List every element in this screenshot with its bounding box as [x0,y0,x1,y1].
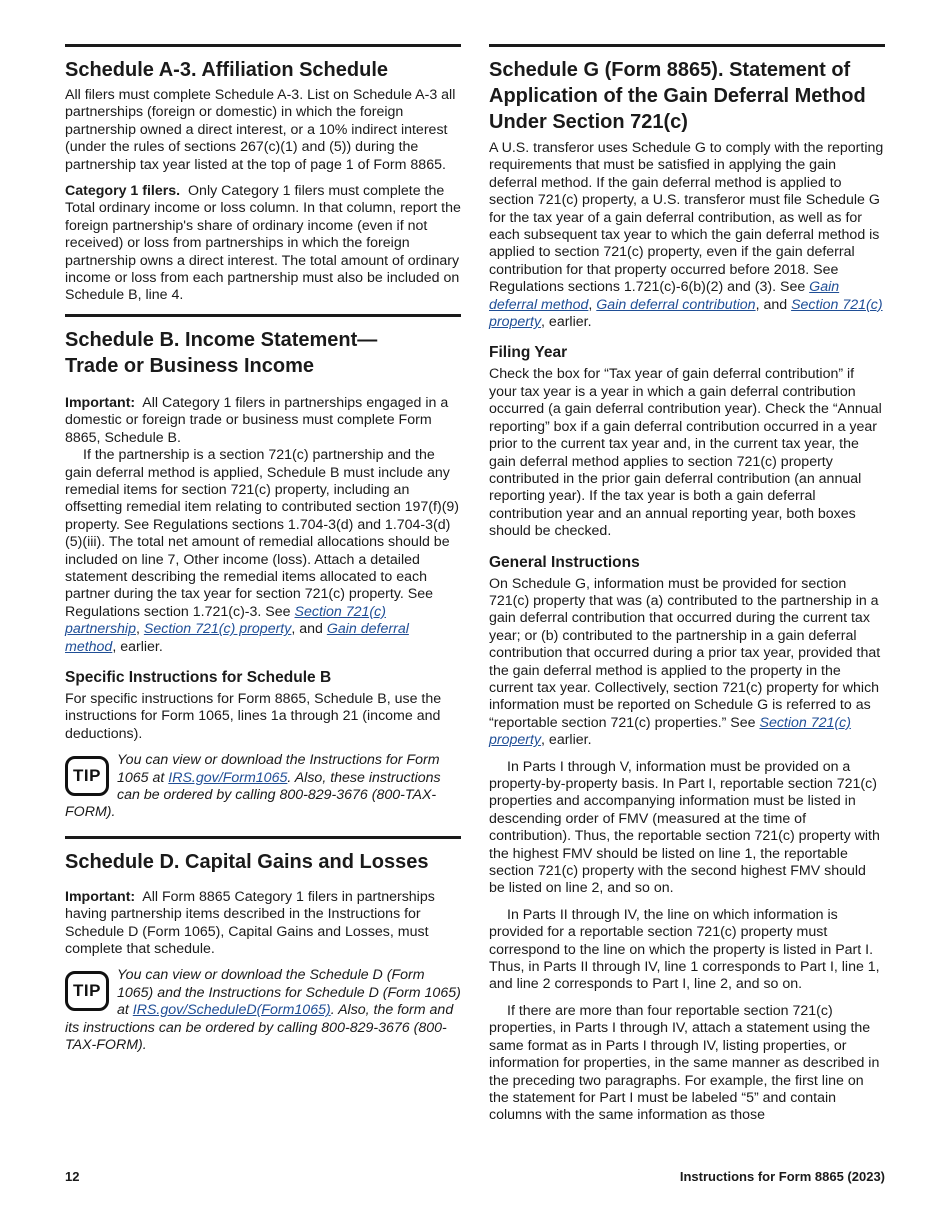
important-lead: Important: [65,888,136,905]
link-separator: , [588,296,597,313]
left-column [65,44,461,1066]
schedule-d-heading: Schedule D. Capital Gains and Losses [65,850,429,873]
filing-year-heading: Filing Year [489,344,568,362]
schedule-d-important-paragraph [65,889,461,959]
schedule-a3-heading: Schedule A-3. Affiliation Schedule [65,59,389,81]
schedule-b-important-paragraph [65,395,461,447]
schedule-b-721c-text: If the partnership is a section 721(c) partnership and the gain deferral method is applied, Schedule B must include any remedial items for section 721(c) property, including an offsetting remedial item relating to contributed section 197(f)(9) property. See Regulations sections 1.704-3(d) and 1.704-3(d)(5)(iii). The total net amount of remedial allocations should be included on line 7, Other income (loss). Attach a detailed statement describing the remedial items allocated to each partner during the tax year for section 721(c) property. See Regulations section 1.721(c)-3. See [65,447,460,620]
paragraph-end: , earlier. [112,638,163,655]
section-721c-property-link[interactable]: Section 721(c) property [143,621,292,638]
schedule-b-721c-paragraph [65,447,461,656]
tip-icon: TIP [65,971,109,1011]
tip-box [65,967,461,1054]
section-rule [65,314,461,317]
link-separator: , and [291,621,327,638]
schedule-g-intro-text: A U.S. transferor uses Schedule G to comply with the reporting requirements that must be satisfied in applying the gain deferral method. If the gain deferral method is applied to section 721(c) property, a U.S. transferor must file Schedule G for the tax year of a gain deferral contribution, as well as for each subsequent tax year to which the gain deferral method is applied to section 721(c) property, even if the gain deferral contribution for that property occurred before 2018. See Regulations sections 1.721(c)-6(b)(2) and (3). See [489,140,884,296]
tip-text-part: . Also, these instructions can be ordered by calling 800-829-3676 (800-TAX-FORM). [65,769,441,821]
gain-deferral-method-link[interactable]: Gain deferral method [489,279,840,313]
gain-deferral-method-link[interactable]: Gain deferral method [65,621,409,655]
schedule-d-section [65,849,461,1055]
parts-i-v-paragraph: In Parts I through V, information must be provided on a property-by-property basis. In Part I, reportable section 721(c) properties and accompanying information must be listed in descending order of FMV (measured at the time of contribution). Thus, the reportable section 721(c) property with the highest FMV should be listed on line 1, the reportable section 721(c) property with the second highest FMV should be listed on line 2, and so on. [489,758,880,897]
tip-text-part: You can view or download the Schedule D (Form 1065) and the Instructions for Schedule D (Form 1065) at [117,967,461,1019]
paragraph-end: , earlier. [541,314,592,331]
important-lead: Important: [65,394,136,411]
section-rule [489,44,885,47]
schedule-a3-section [65,57,461,305]
gain-deferral-contribution-link[interactable]: Gain deferral contribution [596,296,756,313]
tip-icon: TIP [65,756,109,796]
important-text: All Category 1 filers in partnerships engaged in a domestic or foreign trade or business must complete Form 8865, Schedule B. [65,394,449,446]
section-721c-partnership-link[interactable]: Section 721(c) partnership [65,603,386,638]
schedule-a3-paragraph: All filers must complete Schedule A-3. List on Schedule A-3 all partnerships (foreign or domestic) in which the foreign partnership owned a direct interest, or a 10% indirect interest (under the rules of sections 267(c)(1) and (5)) during the partnership tax year listed at the top of page 1 of Form 8865. [65,87,456,173]
schedule-g-heading: Schedule G (Form 8865). Statement of Application of the Gain Deferral Method Under Section 721(c) [489,59,866,133]
filing-year-paragraph: Check the box for “Tax year of gain deferral contribution” if your tax year is a year in which a gain deferral contribution occurred (a gain deferral contribution year). Check the “Annual reporting” box if a gain deferral contribution occurred in a year prior to the current tax year and, in the current tax year, the gain deferral method applies to section 721(c) property contributed in the prior gain deferral contribution (an annual reporting year). If the tax year is both a gain deferral contribution year and an annual reporting year, both boxes should be checked. [489,366,882,540]
schedule-b-heading: Schedule B. Income Statement—Trade or Business Income [65,328,378,377]
specific-instructions-heading: Specific Instructions for Schedule B [65,668,332,686]
section-rule [65,836,461,839]
tip-text [65,752,461,822]
tip-text-part: . Also, the form and its instructions can be ordered by calling 800-829-3676 (800-TAX-FORM). [65,1002,454,1054]
document-title: Instructions for Form 8865 (2023) [679,1169,885,1184]
tip-text-part: You can view or download the Instructions for Form 1065 at [117,752,440,786]
specific-instructions-paragraph: For specific instructions for Form 8865, Schedule B, use the instructions for Form 1065, lines 1a through 21 (income and deductions). [65,690,442,742]
category-1-lead: Category 1 filers. [65,183,181,200]
section-721c-property-link[interactable]: Section 721(c) property [489,714,851,749]
tip-box [65,752,461,822]
category-1-text: Only Category 1 filers must complete the Total ordinary income or loss column. In that column, report the foreign partnership's share of ordinary income (even if not received) or loss from partnerships in which the foreign partnership owns a direct interest. The total amount of ordinary income or loss from each partnership must also be included on Schedule B, line 4. [65,183,461,304]
link-separator: , [135,621,144,638]
more-than-four-paragraph: If there are more than four reportable section 721(c) properties, in Parts I through IV, attach a statement using the same format as in Parts I through IV, listing properties, or information for properties, in the same manner as described in the preceding two paragraphs. For example, the first line on the statement for Part I must be labeled “5” and contain columns with the same information as those [489,1002,880,1124]
category-1-paragraph [65,183,461,305]
irs-schedule-d-link[interactable]: IRS.gov/ScheduleD(Form1065) [132,1002,331,1019]
link-separator: , and [755,296,792,313]
right-column [489,44,885,1134]
general-instructions-text: On Schedule G, information must be provided for section 721(c) property that was (a) contributed to the partnership in a gain deferral contribution that occurred during the current tax year; or (b) contributed to the partnership in a gain deferral contribution that occurred during a prior tax year, provided that the gain deferral method is applied to the property in the current tax year. Collectively, section 721(c) property for which information must be reported on Schedule G is referred to as “reportable section 721(c) properties.” See [489,575,881,731]
tip-text [65,967,461,1054]
schedule-b-section [65,327,461,822]
schedule-g-intro-paragraph [489,140,885,331]
parts-ii-iv-paragraph: In Parts II through IV, the line on which information is provided for a reportable section 721(c) property must correspond to the line on which the property is listed in Part I. Thus, in Parts II through IV, line 1 corresponds to Part I, line 1, and line 2 corresponds to Part I, line 2, and so on. [489,906,880,993]
general-instructions-heading: General Instructions [489,553,640,571]
section-rule [65,44,461,47]
general-instructions-paragraph [489,576,885,750]
schedule-g-section [489,57,885,1125]
important-text: All Form 8865 Category 1 filers in partnerships having partnership items described in the Instructions for Schedule D (Form 1065), Capital Gains and Losses, must complete that schedule. [65,888,435,958]
paragraph-end: , earlier. [541,732,592,749]
irs-form1065-link[interactable]: IRS.gov/Form1065 [168,769,288,786]
section-721c-property-link[interactable]: Section 721(c) property [489,296,883,331]
page-number: 12 [65,1169,80,1184]
